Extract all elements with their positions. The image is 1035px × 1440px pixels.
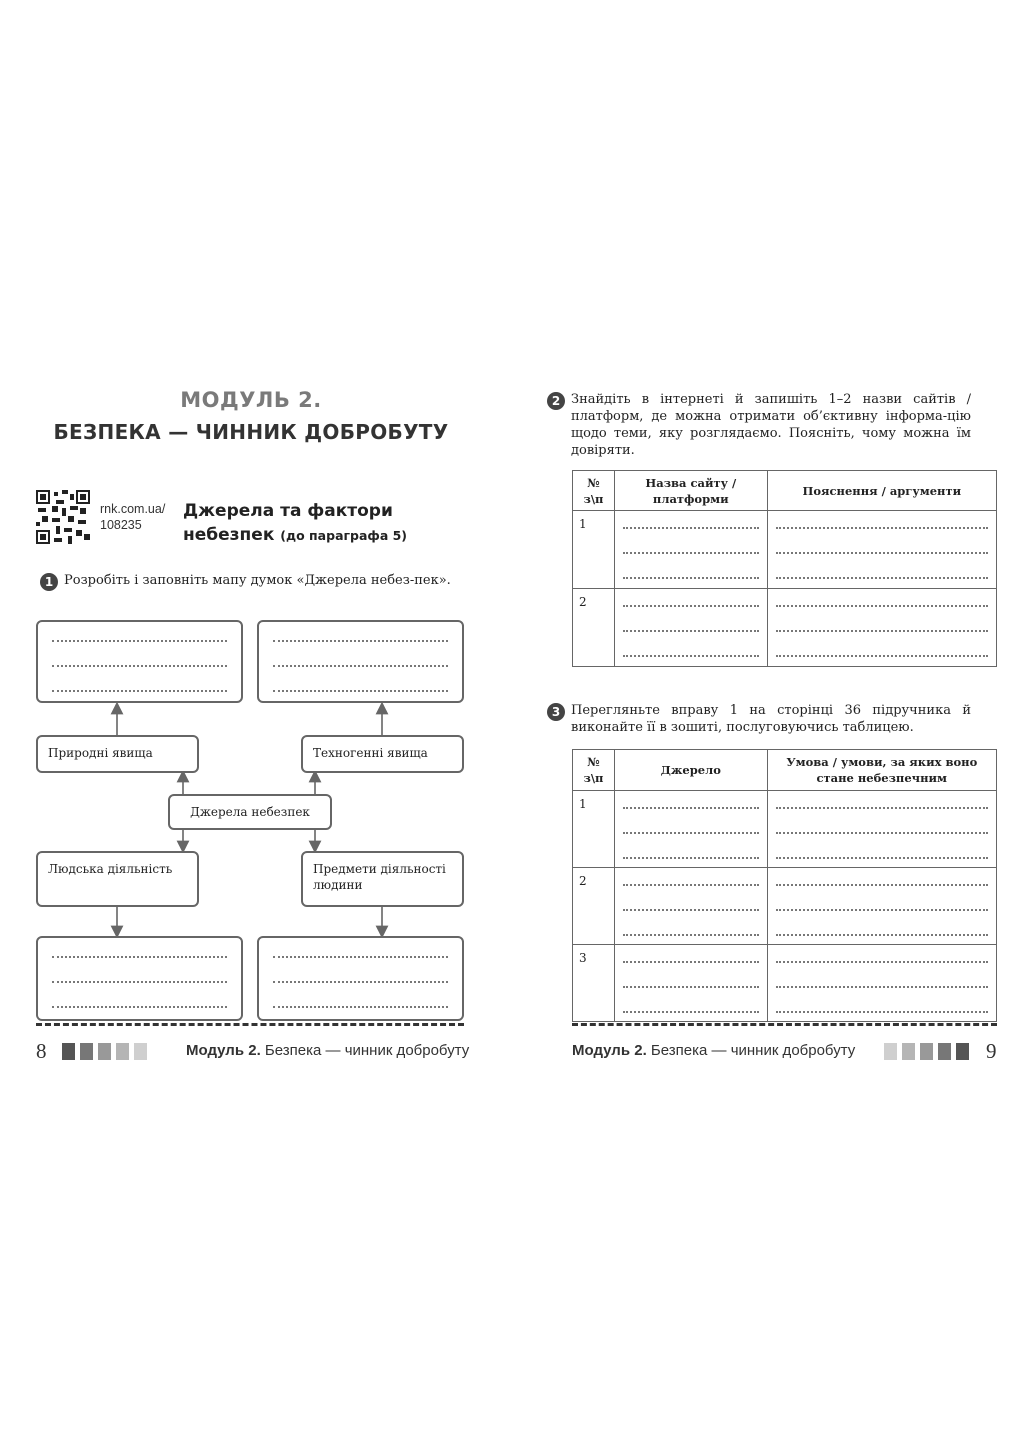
section-subtitle: (до параграфа 5)	[280, 528, 408, 543]
answer-cell[interactable]	[767, 589, 996, 667]
node-technogenic: Техногенні явища	[301, 735, 464, 773]
answer-cell[interactable]	[614, 511, 767, 589]
col-header-explanation: Пояснення / аргументи	[767, 471, 996, 511]
table-row: 2	[573, 589, 997, 667]
task-number-badge: 2	[547, 392, 565, 410]
answer-cell[interactable]	[614, 945, 767, 1022]
module-number: МОДУЛЬ 2.	[180, 388, 322, 412]
footer-squares	[884, 1043, 969, 1064]
footer-divider	[36, 1023, 464, 1026]
node-human: Людська діяльність	[36, 851, 199, 907]
footer-divider	[572, 1023, 997, 1026]
table-row: 3	[573, 945, 997, 1022]
answer-box-top-right[interactable]	[257, 620, 464, 703]
footer-squares	[62, 1043, 147, 1064]
task-number-badge: 1	[40, 573, 58, 591]
resource-link[interactable]: rnk.com.ua/ 108235	[100, 502, 166, 532]
answer-cell[interactable]	[614, 868, 767, 945]
answer-box-bottom-left[interactable]	[36, 936, 243, 1021]
col-header-condition: Умова / умови, за яких воно стане небезпечним	[767, 750, 996, 791]
col-header-num: № з\п	[573, 471, 615, 511]
answer-cell[interactable]	[767, 511, 996, 589]
table-row: 2	[573, 868, 997, 945]
answer-box-top-left[interactable]	[36, 620, 243, 703]
page-number-left: 8	[36, 1039, 47, 1063]
answer-cell[interactable]	[767, 791, 996, 868]
task-2-text: Знайдіть в інтернеті й запишіть 1–2 назви сайтів / платформ, де можна отримати об’єктивну інформа-цію щодо теми, яку розглядаємо. Поясніть, чому можна їм довіряти.	[571, 392, 971, 458]
answer-cell[interactable]	[767, 945, 996, 1022]
task-1-text: Розробіть і заповніть мапу думок «Джерела небез-пек».	[64, 573, 451, 588]
col-header-source: Джерело	[614, 750, 767, 791]
answer-box-bottom-right[interactable]	[257, 936, 464, 1021]
col-header-num: № з\п	[573, 750, 615, 791]
table-row: 1	[573, 511, 997, 589]
footer-title-right: Модуль 2. Безпека — чинник добробуту	[572, 1042, 856, 1059]
module-title: БЕЗПЕКА — ЧИННИК ДОБРОБУТУ	[53, 420, 449, 444]
node-center: Джерела небезпек	[168, 794, 332, 830]
answer-cell[interactable]	[614, 589, 767, 667]
section-title: Джерела та фактори небезпек (до параграфа 5)	[183, 501, 408, 545]
footer-title-left: Модуль 2. Безпека — чинник добробуту	[186, 1042, 470, 1059]
task-number-badge: 3	[547, 703, 565, 721]
sources-table	[572, 749, 997, 1022]
qr-code-icon[interactable]	[36, 490, 90, 544]
sites-table	[572, 470, 997, 667]
node-natural: Природні явища	[36, 735, 199, 773]
answer-cell[interactable]	[767, 868, 996, 945]
task-3-text: Перегляньте вправу 1 на сторінці 36 підручника й виконайте її в зошиті, послуговуючись таблицею.	[571, 703, 971, 735]
page-number-right: 9	[986, 1039, 997, 1063]
node-objects: Предмети діяльності людини	[301, 851, 464, 907]
answer-cell[interactable]	[614, 791, 767, 868]
col-header-site: Назва сайту / платформи	[614, 471, 767, 511]
table-row: 1	[573, 791, 997, 868]
